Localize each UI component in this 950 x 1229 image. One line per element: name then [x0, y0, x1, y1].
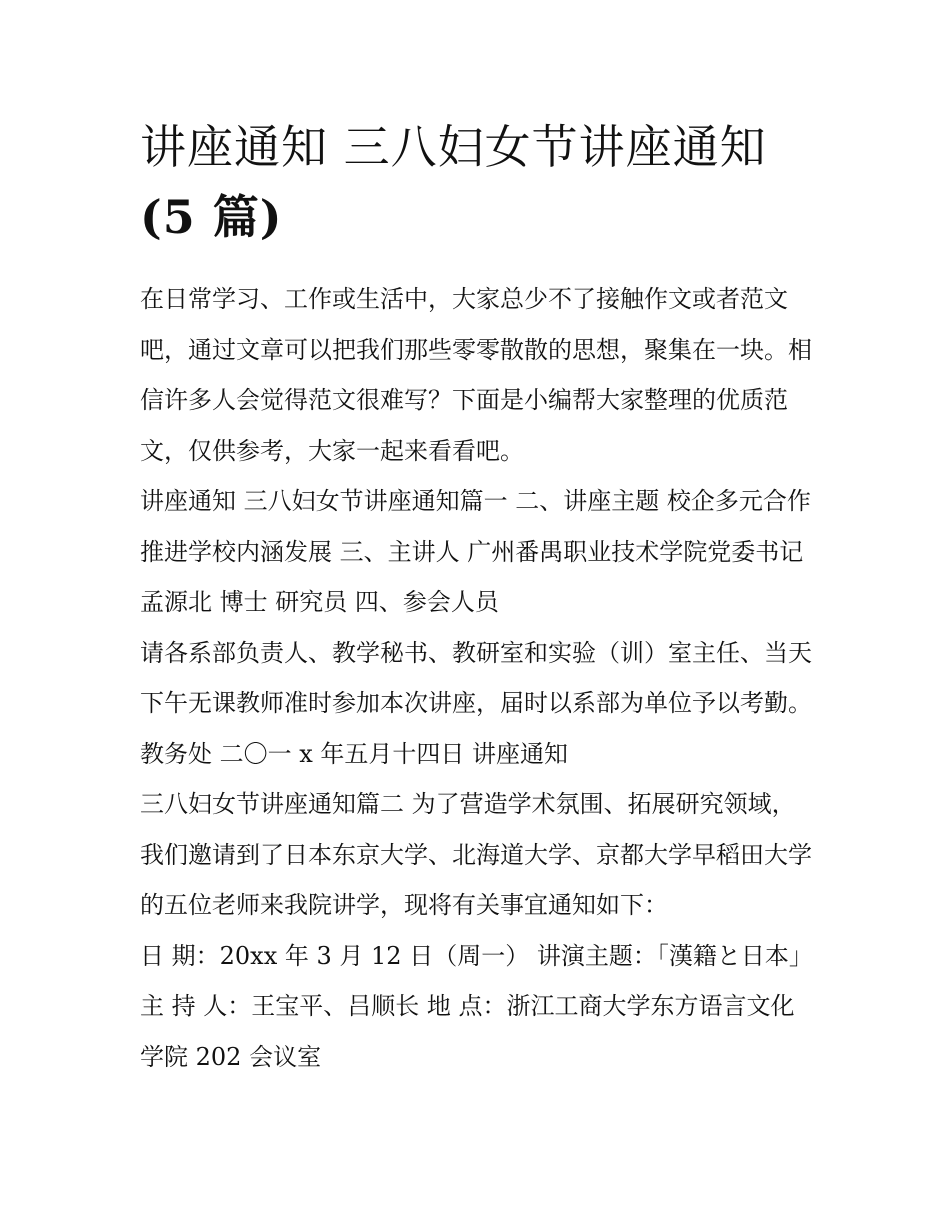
document-body: [140, 274, 815, 1082]
paragraph-intro: 在日常学习、工作或生活中，大家总少不了接触作文或者范文吧，通过文章可以把我们那些零零散散的思想，聚集在一块。相信许多人会觉得范文很难写？下面是小编帮大家整理的优质范文，仅供参考，大家一起来看看吧。: [140, 285, 812, 465]
paragraph-schedule: 日 期：20xx 年 3 月 12 日（周一） 讲演主题：「漢籍と日本」 主 持 人：王宝平、吕顺长 地 点：浙江工商大学东方语言文化学院 202 会议室: [140, 941, 813, 1071]
title-line-2: (5 篇): [140, 190, 283, 244]
paragraph-notice-2: 三八妇女节讲座通知篇二 为了营造学术氛围、拓展研究领域，我们邀请到了日本东京大学、北海道大学、京都大学早稻田大学的五位老师来我院讲学，现将有关事宜通知如下：: [140, 790, 812, 919]
paragraph-attendees: 请各系部负责人、教学秘书、教研室和实验（训）室主任、当天下午无课教师准时参加本次讲座，届时以系部为单位予以考勤。 教务处 二〇一 x 年五月十四日 讲座通知: [140, 638, 812, 768]
paragraph-notice-1: 讲座通知 三八妇女节讲座通知篇一 二、讲座主题 校企多元合作 推进学校内涵发展 三、主讲人 广州番禺职业技术学院党委书记 孟源北 博士 研究员 四、参会人员: [140, 487, 811, 616]
document-page: [140, 112, 815, 1082]
document-title: [140, 112, 815, 252]
title-line-1: 讲座通知 三八妇女节讲座通知: [140, 120, 767, 174]
